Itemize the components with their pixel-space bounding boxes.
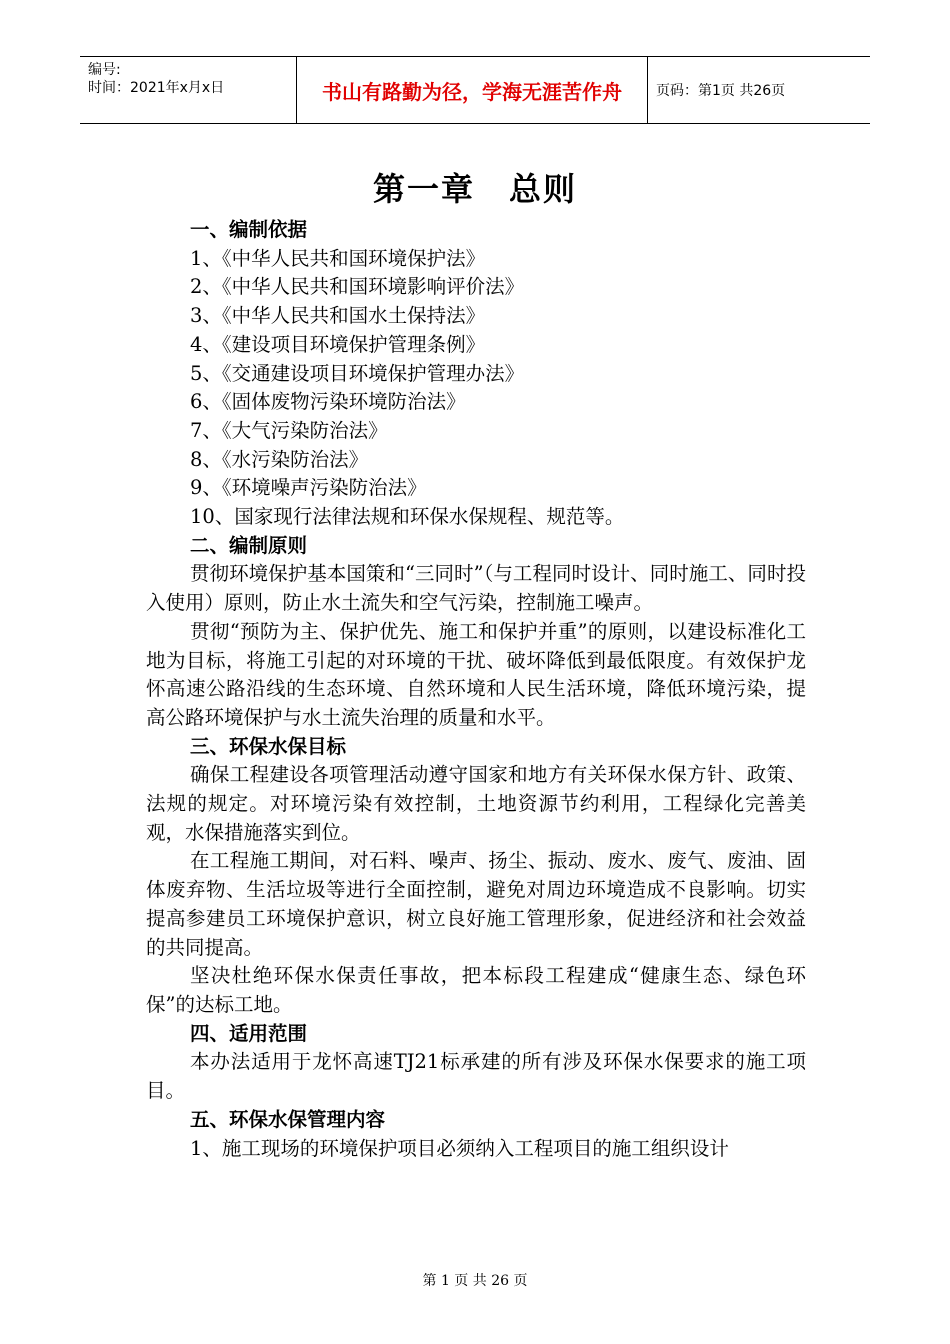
paragraph: 确保工程建设各项管理活动遵守国家和地方有关环保水保方针、政策、法规的规定。对环境污染有效控制，土地资源节约利用，工程绿化完善美观，水保措施落实到位。	[146, 763, 806, 844]
page-header	[80, 56, 870, 124]
list-item: 10、国家现行法律法规和环保水保规程、规范等。	[190, 505, 625, 529]
section-heading: 二、编制原则	[190, 533, 308, 557]
page-footer: 第 1 页 共 26 页	[422, 1273, 528, 1289]
chapter-name: 总则	[509, 170, 578, 208]
header-page-info: 页码：第1页 共26页	[648, 57, 871, 124]
header-left-cell	[80, 57, 297, 124]
list-item: 8、《水污染防治法》	[190, 447, 369, 471]
list-item: 2、《中华人民共和国环境影响评价法》	[190, 275, 525, 299]
list-item: 5、《交通建设项目环境保护管理办法》	[190, 361, 525, 385]
header-motto: 书山有路勤为径，学海无涯苦作舟	[322, 79, 622, 104]
document-number-label: 编号:	[88, 62, 121, 78]
document-body	[146, 216, 806, 1163]
document-time-label: 时间：2021年x月x日	[88, 80, 225, 96]
section-heading: 一、编制依据	[190, 218, 308, 241]
paragraph: 在工程施工期间，对石料、噪声、扬尘、振动、废水、废气、废油、固体废弃物、生活垃圾等进行全面控制，避免对周边环境造成不良影响。切实提高参建员工环境保护意识，树立良好施工管理形象，促进经济和社会效益的共同提高。	[146, 849, 806, 959]
chapter-title	[0, 164, 950, 210]
list-item: 9、《环境噪声污染防治法》	[190, 476, 427, 500]
list-item: 6、《固体废物污染环境防治法》	[190, 390, 466, 414]
paragraph: 贯彻环境保护基本国策和“三同时”（与工程同时设计、同时施工、同时投入使用）原则，防止水土流失和空气污染，控制施工噪声。	[146, 562, 806, 615]
paragraph: 坚决杜绝环保水保责任事故，把本标段工程建成“健康生态、绿色环保”的达标工地。	[146, 964, 806, 1016]
section-heading: 四、适用范围	[190, 1021, 308, 1045]
section-heading: 三、环保水保目标	[190, 734, 347, 758]
list-item: 4、《建设项目环境保护管理条例》	[190, 332, 486, 356]
chapter-number: 第一章	[372, 170, 475, 208]
list-item: 7、《大气污染防治法》	[190, 418, 388, 442]
list-item: 3、《中华人民共和国水土保持法》	[190, 304, 486, 328]
section-heading: 五、环保水保管理内容	[190, 1107, 386, 1131]
paragraph: 本办法适用于龙怀高速TJ21标承建的所有涉及环保水保要求的施工项目。	[146, 1050, 806, 1103]
header-motto-cell	[297, 57, 648, 124]
paragraph: 贯彻“预防为主、保护优先、施工和保护并重”的原则，以建设标准化工地为目标，将施工引起的对环境的干扰、破坏降低到最低限度。有效保护龙怀高速公路沿线的生态环境、自然环境和人民生活环境，降低环境污染，提高公路环境保护与水土流失治理的质量和水平。	[146, 619, 806, 729]
list-item: 1、《中华人民共和国环境保护法》	[190, 246, 486, 270]
paragraph: 1、施工现场的环境保护项目必须纳入工程项目的施工组织设计	[190, 1136, 729, 1160]
